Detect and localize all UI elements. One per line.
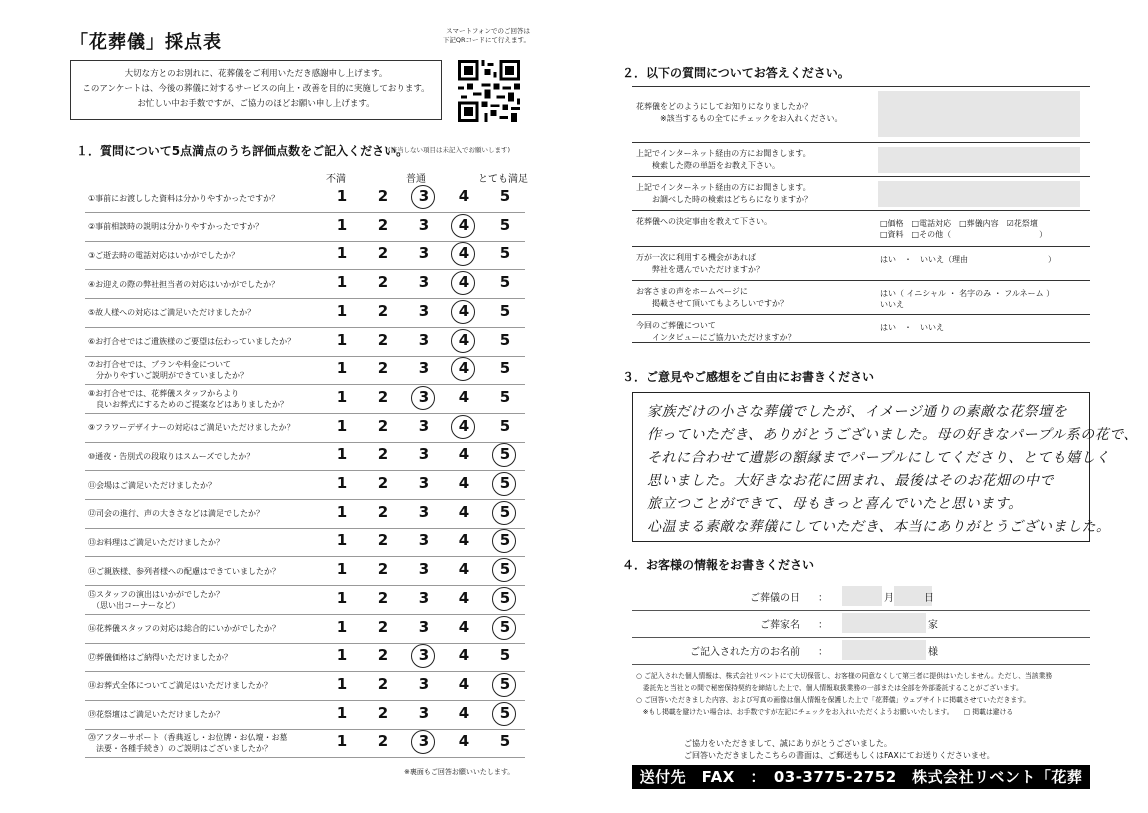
- score-option[interactable]: 2: [377, 445, 389, 464]
- comment-line: 家族だけの小さな葬儀でしたが、イメージ通りの素敵な花祭壇を: [647, 404, 1068, 420]
- score-option[interactable]: 2: [377, 244, 389, 263]
- score-option[interactable]: 1: [336, 445, 348, 464]
- score-option[interactable]: 4: [458, 474, 470, 492]
- score-option[interactable]: 2: [377, 703, 389, 722]
- info-value[interactable]: 月 日: [884, 593, 934, 604]
- survey-answer[interactable]: はい（ イニシャル ・ 名字のみ ・ フルネーム ） いいえ: [880, 289, 1055, 309]
- score-option[interactable]: 3: [418, 588, 430, 607]
- question-row: [85, 442, 525, 471]
- score-option[interactable]: 4: [458, 273, 470, 292]
- score-option[interactable]: 1: [336, 187, 348, 205]
- score-option[interactable]: 4: [458, 416, 470, 435]
- score-option[interactable]: 4: [458, 531, 470, 550]
- scale-label-mid: 普通: [406, 174, 426, 185]
- score-option[interactable]: 5: [499, 617, 511, 636]
- score-option[interactable]: 3: [418, 703, 430, 722]
- survey-row: [632, 176, 1090, 210]
- redacted-answer: [878, 91, 1080, 137]
- score-option[interactable]: 5: [499, 330, 511, 349]
- score-circle-mark: [492, 587, 516, 611]
- survey-row: [632, 314, 1090, 342]
- score-option[interactable]: 2: [377, 674, 389, 693]
- survey-question: 万が一次に利用する機会があれば 弊社を選んでいただけますか？: [636, 253, 764, 274]
- score-option[interactable]: 2: [377, 560, 389, 579]
- score-option[interactable]: 1: [336, 560, 348, 579]
- score-option[interactable]: 2: [377, 416, 389, 435]
- question-row: [85, 615, 525, 644]
- score-circle-mark: [411, 386, 435, 410]
- score-option[interactable]: 5: [499, 387, 511, 406]
- score-option[interactable]: 2: [377, 531, 389, 550]
- score-circle-mark: [451, 242, 475, 266]
- score-option[interactable]: 5: [499, 502, 511, 521]
- question-row: [85, 729, 525, 758]
- redacted-value: [842, 640, 926, 660]
- score-option[interactable]: 5: [499, 474, 511, 492]
- question-text: ⑯花葬儀スタッフの対応は総合的にいかがでしたか？: [88, 624, 280, 633]
- score-option[interactable]: 4: [458, 674, 470, 693]
- score-option[interactable]: 2: [377, 387, 389, 406]
- survey-row: [632, 210, 1090, 246]
- score-option[interactable]: 4: [458, 330, 470, 349]
- score-circle-mark: [411, 730, 435, 754]
- question-row: [85, 184, 525, 213]
- score-circle-mark: [492, 501, 516, 525]
- score-option[interactable]: 5: [499, 445, 511, 464]
- question-row: [85, 586, 525, 615]
- score-option[interactable]: 2: [377, 215, 389, 234]
- intro-box: 大切な方とのお別れに、花葬儀をご利用いただき感謝申し上げます。 このアンケートは、今後の葬儀に対するサービスの向上・改善を目的に実施しております。 お忙しい中お手数ですが、ご協力のほどお願い申し上げます。: [70, 60, 442, 120]
- score-option[interactable]: 1: [336, 474, 348, 492]
- score-option[interactable]: 2: [377, 359, 389, 378]
- score-option[interactable]: 5: [499, 273, 511, 292]
- score-circle-mark: [492, 673, 516, 697]
- survey-question: 花葬儀への決定事由を教えて下さい。: [636, 217, 772, 226]
- survey-row: [632, 280, 1090, 314]
- question-row: [85, 213, 525, 242]
- score-option[interactable]: 1: [336, 703, 348, 722]
- score-option[interactable]: 5: [499, 531, 511, 550]
- score-option[interactable]: 1: [336, 674, 348, 693]
- question-row: [85, 701, 525, 730]
- score-option[interactable]: 3: [418, 387, 430, 406]
- score-option[interactable]: 3: [418, 531, 430, 550]
- info-value[interactable]: 家: [928, 620, 938, 631]
- score-option[interactable]: 3: [418, 273, 430, 292]
- section4-title: ４．お客様の情報をお書きください: [622, 558, 815, 572]
- question-text: ⑫司会の進行、声の大きさなどは満足でしたか？: [88, 509, 264, 519]
- info-label: ご葬儀の日: [750, 593, 800, 604]
- question-row: [85, 528, 525, 557]
- score-circle-mark: [492, 529, 516, 553]
- score-option[interactable]: 5: [499, 416, 511, 435]
- question-row: [85, 557, 525, 586]
- section1-title: １．質問について5点満点のうち評価点数をご記入ください。: [76, 144, 409, 158]
- score-option[interactable]: 5: [499, 674, 511, 693]
- score-option[interactable]: 5: [499, 646, 511, 665]
- score-option[interactable]: 4: [458, 301, 470, 320]
- question-text: ⑧お打合せでは、花葬儀スタッフからより 良いお葬式にするためのご提案などはありましたか？: [88, 388, 288, 409]
- score-option[interactable]: 3: [418, 215, 430, 234]
- score-option[interactable]: 5: [499, 560, 511, 579]
- thanks-note: ご協力をいただきまして、誠にありがとうございました。 ご回答いただきましたこちらの書面は、ご郵送もしくはFAXにてお送りくださいませ。: [684, 739, 995, 760]
- question-row: [85, 328, 525, 357]
- score-option[interactable]: 3: [418, 359, 430, 378]
- score-option[interactable]: 4: [458, 560, 470, 579]
- score-option[interactable]: 1: [336, 732, 348, 751]
- score-option[interactable]: 1: [336, 588, 348, 607]
- score-option[interactable]: 3: [418, 674, 430, 693]
- question-text: ⑱お葬式全体についてご満足はいただけましたか？: [88, 681, 272, 691]
- comment-line: 作っていただき、ありがとうございました。母の好きなパープル系の花で、: [647, 427, 1138, 443]
- question-row: [85, 270, 525, 299]
- info-value[interactable]: 様: [928, 647, 938, 658]
- info-colon: ：: [818, 647, 828, 658]
- score-option[interactable]: 5: [499, 703, 511, 722]
- section2-title: ２．以下の質問についてお答えください。: [622, 66, 850, 80]
- score-circle-mark: [451, 329, 475, 353]
- score-option[interactable]: 2: [377, 187, 389, 205]
- score-circle-mark: [411, 644, 435, 668]
- score-option[interactable]: 1: [336, 502, 348, 521]
- question-text: ②事前相談時の説明は分かりやすかったですか？: [88, 222, 264, 232]
- info-label: ご葬家名: [760, 620, 800, 631]
- score-option[interactable]: 4: [458, 445, 470, 464]
- score-option[interactable]: 4: [458, 215, 470, 234]
- survey-answer[interactable]: □価格 □電話対応 □葬儀内容 ☑花祭壇 □資料 □その他（ ）: [880, 219, 1048, 239]
- info-row: [632, 583, 1090, 611]
- survey-row: [632, 142, 1090, 176]
- score-option[interactable]: 1: [336, 646, 348, 665]
- score-option[interactable]: 1: [336, 416, 348, 435]
- redacted-answer: [878, 181, 1080, 207]
- question-row: [85, 241, 525, 270]
- score-option[interactable]: 3: [418, 474, 430, 492]
- question-text: ⑬お料理はご満足いただけましたか？: [88, 537, 224, 547]
- page-title: 「花葬儀」採点表: [70, 32, 222, 53]
- score-circle-mark: [492, 702, 516, 726]
- question-text: ⑦お打合せでは、プランや料金について 分かりやすいご説明ができていましたか？: [88, 360, 248, 381]
- section1-note: (該当しない項目は未記入でお願いします): [388, 146, 511, 154]
- score-option[interactable]: 1: [336, 617, 348, 636]
- score-circle-mark: [492, 558, 516, 582]
- info-label: ご記入された方のお名前: [690, 647, 800, 658]
- survey-question: 上記でインターネット経由の方にお聞きします。 検索した際の単語をお教え下さい。: [636, 149, 811, 170]
- score-option[interactable]: 5: [499, 244, 511, 263]
- score-option[interactable]: 5: [499, 187, 511, 205]
- question-row: [85, 672, 525, 701]
- comment-line: 旅立つことができて、母もきっと喜んでいたと思います。: [647, 496, 1023, 512]
- score-option[interactable]: 2: [377, 732, 389, 751]
- survey-question: 上記でインターネット経由の方にお聞きします。 お調べした時の検索はどちらになりますか？: [636, 183, 812, 204]
- score-option[interactable]: 1: [336, 387, 348, 406]
- question-row: [85, 385, 525, 414]
- score-option[interactable]: 4: [458, 646, 470, 665]
- score-option[interactable]: 2: [377, 617, 389, 636]
- score-option[interactable]: 4: [458, 359, 470, 378]
- comment-line: それに合わせて遺影の額縁までパープルにしてくださり、とても嬉しく: [647, 450, 1110, 466]
- score-option[interactable]: 5: [499, 588, 511, 607]
- score-circle-mark: [492, 616, 516, 640]
- survey-answer[interactable]: はい ・ いいえ（理由 ）: [880, 255, 1056, 264]
- score-option[interactable]: 2: [377, 502, 389, 521]
- comment-box: [632, 392, 1138, 542]
- score-option[interactable]: 5: [499, 215, 511, 234]
- qr-code-icon: [458, 60, 520, 122]
- question-text: ⑪会場はご満足いただけましたか？: [88, 480, 216, 490]
- score-option[interactable]: 4: [458, 703, 470, 722]
- question-row: [85, 414, 525, 443]
- score-option[interactable]: 5: [499, 301, 511, 320]
- table-bottom-rule: [632, 342, 1090, 343]
- privacy-note: ○ ご記入された個人情報は、株式会社リベントにて大切保管し、お客様の同意なくして第三者に提供はいたしません。ただし、当該業務 委託先と当社との間で秘密保持契約を締結した上で、個人情報取扱業務の一部または全部を外部委託することがございます。 ○ ご回答いただきました内容、および写真の画像は個人情報を保護した上で「花葬儀」ウェブサイトに掲載させていただきます。 ※もし掲載を避けたい場合は、お手数ですが左記にチェックをお入れいただくようお願いいたします。 □ 掲載は避ける: [636, 672, 1053, 716]
- question-text: ③ご逝去時の電話対応はいかがでしたか？: [88, 250, 240, 260]
- question-row: [85, 471, 525, 500]
- score-option[interactable]: 3: [418, 330, 430, 349]
- survey-answer[interactable]: はい ・ いいえ: [880, 323, 944, 332]
- question-row: [85, 299, 525, 328]
- score-option[interactable]: 2: [377, 301, 389, 320]
- score-circle-mark: [451, 271, 475, 295]
- score-option[interactable]: 3: [418, 445, 430, 464]
- question-text: ⑤故人様への対応はご満足いただけましたか？: [88, 308, 256, 318]
- fax-bar: 送付先 FAX ： 03-3775-2752 株式会社リベント「花葬儀」: [632, 765, 1090, 789]
- score-option[interactable]: 2: [377, 588, 389, 607]
- score-option[interactable]: 3: [418, 560, 430, 579]
- scale-label-high: とても満足: [478, 174, 528, 185]
- score-option[interactable]: 2: [377, 474, 389, 492]
- score-option[interactable]: 4: [458, 732, 470, 751]
- score-option[interactable]: 1: [336, 330, 348, 349]
- score-circle-mark: [451, 214, 475, 238]
- score-option[interactable]: 1: [336, 215, 348, 234]
- score-option[interactable]: 3: [418, 416, 430, 435]
- scale-label-low: 不満: [326, 174, 346, 185]
- info-colon: ：: [818, 620, 828, 631]
- survey-question: お客さまの声をホームページに 掲載させて頂いてもよろしいですか？: [636, 287, 788, 308]
- score-option[interactable]: 1: [336, 273, 348, 292]
- score-option[interactable]: 3: [418, 646, 430, 665]
- survey-row: [632, 86, 1090, 142]
- qr-note: スマートフォンでのご回答は 下記QRコードにて行えます。: [442, 27, 530, 44]
- redacted-value: [842, 586, 882, 606]
- question-text: ④お迎えの際の弊社担当者の対応はいかがでしたか？: [88, 279, 280, 289]
- question-text: ⑳アフターサポート（香典返し・お位牌・お仏壇・お墓 法要・各種手続き）のご説明はございましたか？: [88, 733, 288, 754]
- score-circle-mark: [492, 472, 516, 496]
- question-text: ⑥お打合せではご遺族様のご要望は伝わっていましたか？: [88, 337, 296, 346]
- score-option[interactable]: 4: [458, 617, 470, 636]
- score-option[interactable]: 3: [418, 502, 430, 521]
- section3-title: ３．ご意見やご感想をご自由にお書きください: [622, 370, 875, 384]
- score-option[interactable]: 2: [377, 646, 389, 665]
- score-option[interactable]: 3: [418, 244, 430, 263]
- score-option[interactable]: 3: [418, 187, 430, 205]
- info-row: [632, 637, 1090, 665]
- question-text: ⑰葬儀価格はご納得いただけましたか？: [88, 652, 232, 662]
- question-row: [85, 500, 525, 529]
- score-option[interactable]: 1: [336, 531, 348, 550]
- score-option[interactable]: 1: [336, 301, 348, 320]
- score-circle-mark: [451, 300, 475, 324]
- question-text: ⑨フラワーデザイナーの対応はご満足いただけましたか？: [88, 423, 295, 433]
- score-option[interactable]: 3: [418, 732, 430, 751]
- score-option[interactable]: 3: [418, 617, 430, 636]
- score-option[interactable]: 4: [458, 187, 470, 205]
- info-colon: ：: [818, 593, 828, 604]
- comment-line: 心温まる素敵な葬儀にしていただき、本当にありがとうございました。: [647, 519, 1111, 535]
- score-option[interactable]: 5: [499, 359, 511, 378]
- question-text: ⑮スタッフの演出はいかがでしたか？ （思い出コーナーなど）: [88, 589, 224, 610]
- score-option[interactable]: 4: [458, 502, 470, 521]
- question-text: ⑲花祭壇はご満足いただけましたか？: [88, 710, 224, 720]
- score-circle-mark: [492, 443, 516, 467]
- survey-question: 花葬儀をどのようにしてお知りになりましたか？ ※該当するもの全てにチェックをお入れください。: [636, 102, 843, 123]
- score-option[interactable]: 1: [336, 244, 348, 263]
- score-option[interactable]: 4: [458, 387, 470, 406]
- score-option[interactable]: 4: [458, 244, 470, 263]
- score-circle-mark: [451, 357, 475, 381]
- score-circle-mark: [451, 415, 475, 439]
- survey-row: [632, 246, 1090, 280]
- comment-line: 思いました。大好きなお花に囲まれ、最後はそのお花畑の中で: [647, 473, 1054, 489]
- question-text: ⑭ご親族様、参列者様への配慮はできていましたか？: [88, 566, 280, 576]
- question-text: ⑩通夜・告別式の段取りはスムーズでしたか？: [88, 451, 255, 461]
- info-row: [632, 610, 1090, 638]
- score-option[interactable]: 3: [418, 301, 430, 320]
- question-row: [85, 643, 525, 672]
- score-option[interactable]: 2: [377, 273, 389, 292]
- score-option[interactable]: 4: [458, 588, 470, 607]
- score-circle-mark: [411, 185, 435, 209]
- score-option[interactable]: 1: [336, 359, 348, 378]
- score-option[interactable]: 2: [377, 330, 389, 349]
- score-option[interactable]: 5: [499, 732, 511, 751]
- question-text: ①事前にお渡しした資料は分かりやすかったですか？: [88, 193, 280, 203]
- redacted-value: [842, 613, 926, 633]
- section1-footnote: ※裏面もご回答お願いいたします。: [404, 768, 515, 776]
- redacted-answer: [878, 147, 1080, 173]
- survey-question: 今回のご葬儀について インタビューにご協力いただけますか？: [636, 321, 796, 342]
- question-row: [85, 356, 525, 385]
